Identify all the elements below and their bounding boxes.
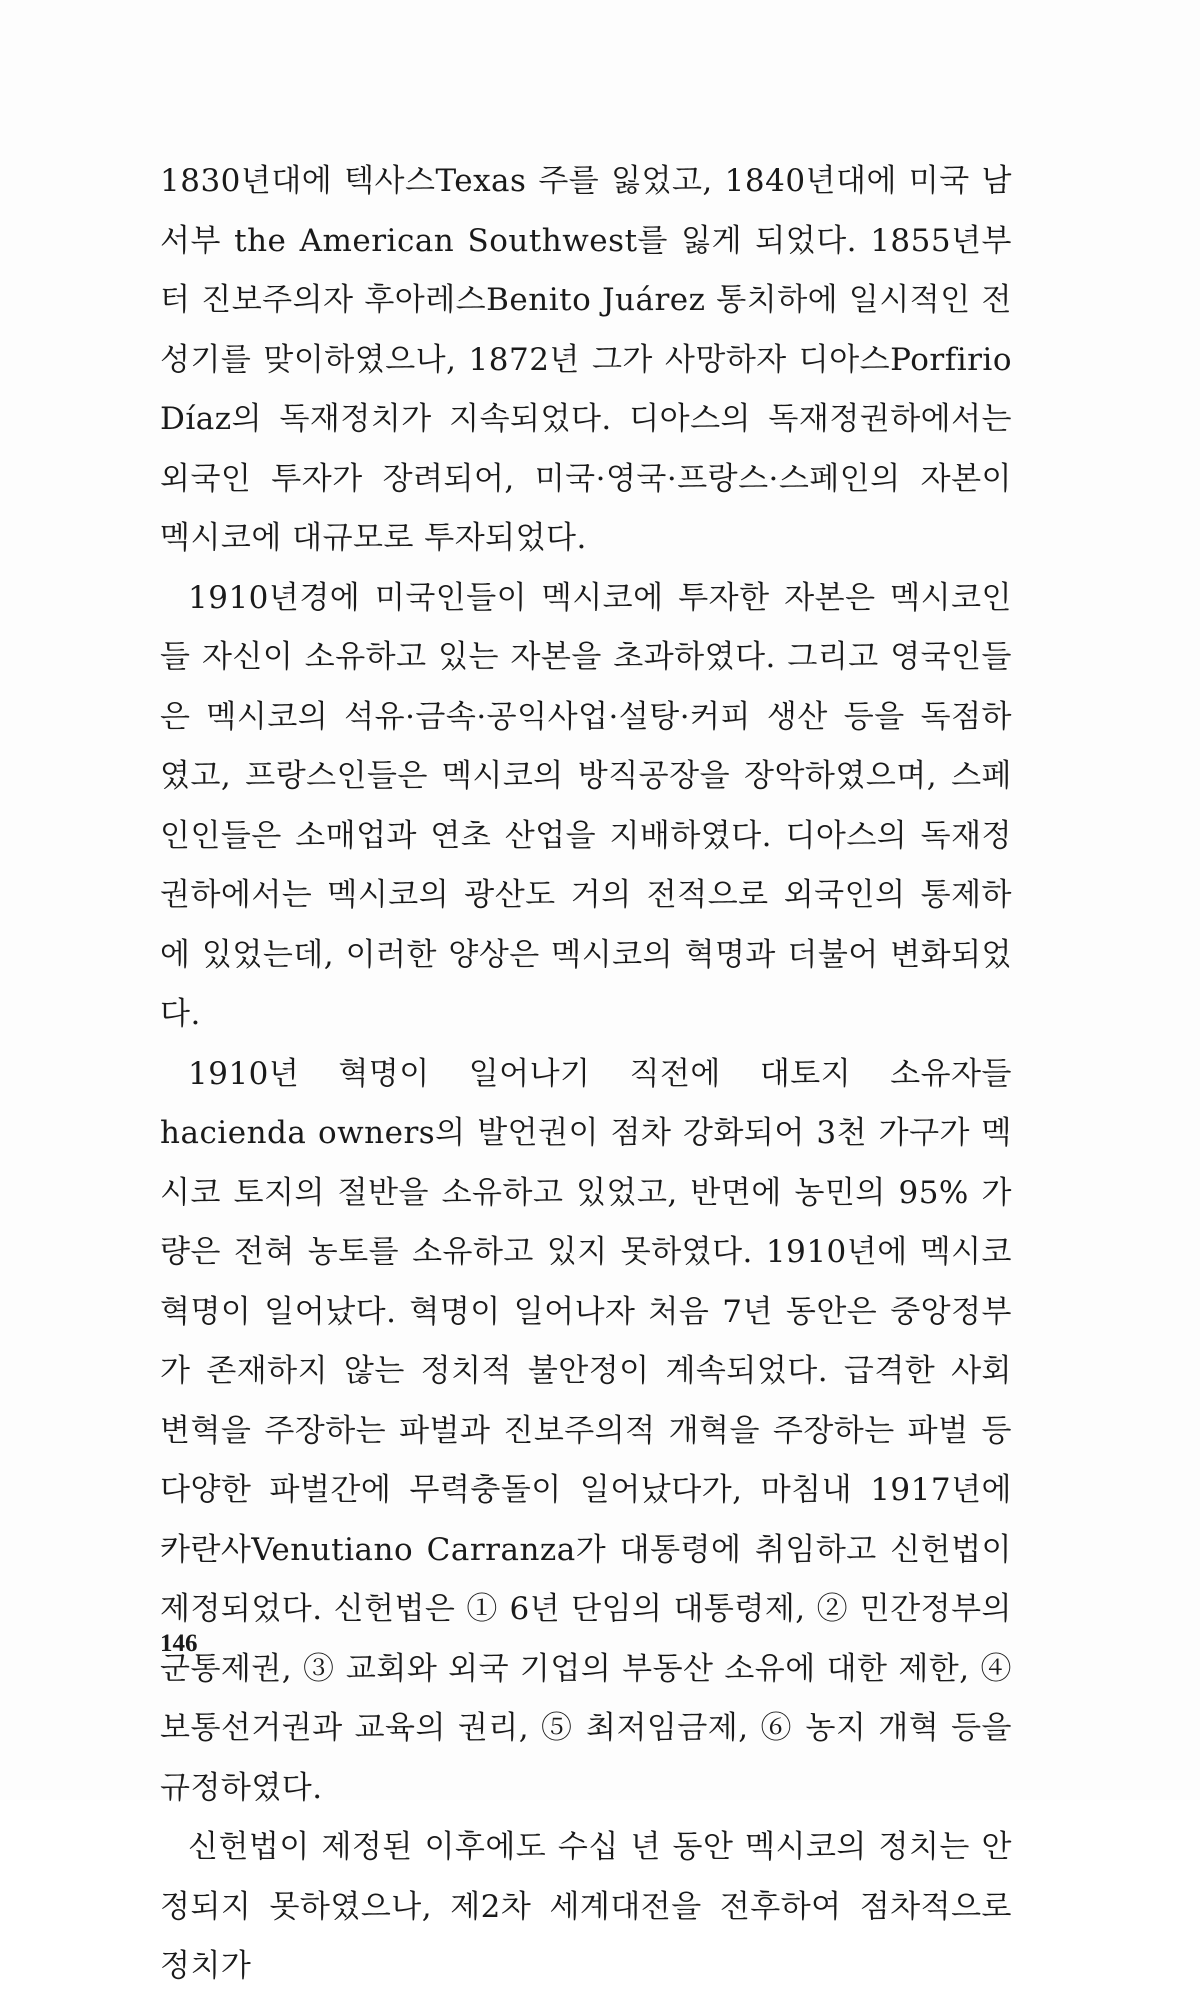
- paragraph-1: 1830년대에 텍사스Texas 주를 잃었고, 1840년대에 미국 남서부 the American Southwest를 잃게 되었다. 1855년부터 진보주의자 후아레스Benito Juárez 통치하에 일시적인 전성기를 맞이하였으나, 1872년 그가 사망하자 디아스Porfirio Díaz의 독재정치가 지속되었다. 디아스의 독재정권하에서는 외국인 투자가 장려되어, 미국·영국·프랑스·스페인의 자본이 멕시코에 대규모로 투자되었다.: [160, 163, 1012, 556]
- paragraph-4: 신헌법이 제정된 이후에도 수십 년 동안 멕시코의 정치는 안정되지 못하였으나, 제2차 세계대전을 전후하여 점차적으로 정치가: [160, 1829, 1012, 1984]
- paragraph-2: 1910년경에 미국인들이 멕시코에 투자한 자본은 멕시코인들 자신이 소유하고 있는 자본을 초과하였다. 그리고 영국인들은 멕시코의 석유·금속·공익사업·설탕·커피 생산 등을 독점하였고, 프랑스인들은 멕시코의 방직공장을 장악하였으며, 스페인인들은 소매업과 연초 산업을 지배하였다. 디아스의 독재정권하에서는 멕시코의 광산도 거의 전적으로 외국인의 통제하에 있었는데, 이러한 양상은 멕시코의 혁명과 더불어 변화되었다.: [160, 579, 1012, 1032]
- page-number: 146: [160, 1630, 198, 1657]
- body-text: [160, 152, 1012, 1997]
- paragraph-3: 1910년 혁명이 일어나기 직전에 대토지 소유자들hacienda owners의 발언권이 점차 강화되어 3천 가구가 멕시코 토지의 절반을 소유하고 있었고, 반면에 농민의 95% 가량은 전혀 농토를 소유하고 있지 못하였다. 1910년에 멕시코혁명이 일어났다. 혁명이 일어나자 처음 7년 동안은 중앙정부가 존재하지 않는 정치적 불안정이 계속되었다. 급격한 사회 변혁을 주장하는 파벌과 진보주의적 개혁을 주장하는 파벌 등 다양한 파벌간에 무력충돌이 일어났다가, 마침내 1917년에 카란사Venutiano Carranza가 대통령에 취임하고 신헌법이 제정되었다. 신헌법은 ① 6년 단임의 대통령제, ② 민간정부의 군통제권, ③ 교회와 외국 기업의 부동산 소유에 대한 제한, ④ 보통선거권과 교육의 권리, ⑤ 최저임금제, ⑥ 농지 개혁 등을 규정하였다.: [160, 1055, 1012, 1806]
